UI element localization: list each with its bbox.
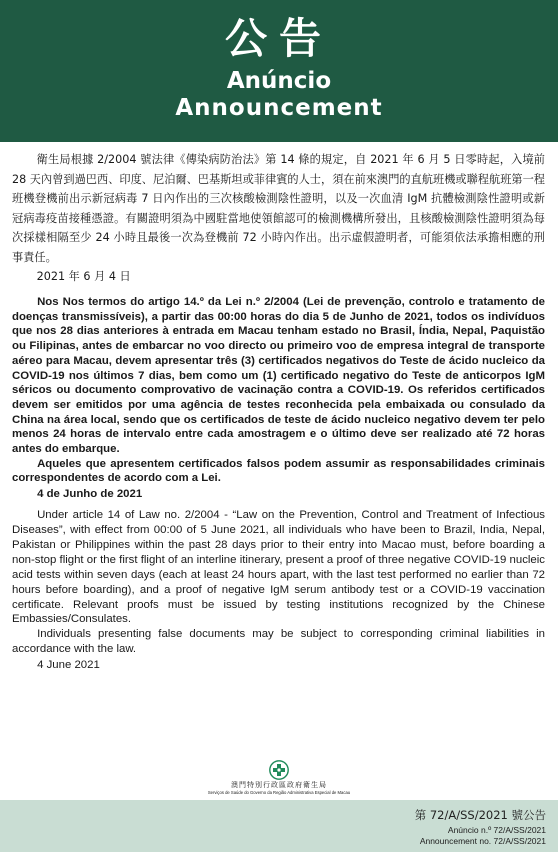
english-paragraph-2: Individuals presenting false documents may be subject to corresponding criminal liabilities in accordance with the law. [12,628,545,656]
reference-footer [0,800,558,852]
portuguese-date: 4 de Junho de 2021 [37,488,143,501]
reference-number-portuguese: Anúncio n.º 72/A/SS/2021 [447,825,546,835]
chinese-paragraph: 衛生局根據 2/2004 號法律《傳染病防治法》第 14 條的規定，自 2021 年 6 月 5 日零時起，入境前 28 天內曾到過巴西、印度、尼泊爾、巴基斯坦或菲律賓的人士，須在前來澳門的直航班機或聯程航班第一程班機登機前出示新冠病毒 7 日內作出的三次核酸檢測陰性證明，以及一次血清 IgM 抗體檢測陰性證明或新冠病毒疫苗接種憑證。有關證明須為中國駐當地使領館認可的檢測機構所發出，且核酸檢測陰性證明須為每次採樣相隔至少 24 小時且最後一次為登機前 72 小時內作出。出示虛假證明者，可能須依法承擔相應的刑事責任。 [12,153,545,264]
english-date: 4 June 2021 [37,659,100,672]
announcement-body [12,150,545,673]
reference-number-chinese: 第 72/A/SS/2021 號公告 [414,808,546,822]
logo-name-chinese: 澳門特別行政區政府衛生局 [231,781,327,789]
health-bureau-logo [0,760,558,800]
portuguese-paragraph-1: Nos Nos termos do artigo 14.º da Lei n.º 2/2004 (Lei de prevenção, controlo e tratamento de doenças transmissíveis), a partir das 00:00 horas do dia 5 de Junho de 2021, todos os indivíduos que nos 28 dias anteriores à entrada em Macau tenham estado no Brasil, Índia, Nepal, Paquistão ou Filipinas, antes de embarcar no voo directo ou primeiro voo de empresa integral de transporte aéreo para Macau, devem apresentar três (3) certificados negativos do Teste de ácido nucleico da COVID-19 nos últimos 7 dias, bem como um (1) certificado negativo do Teste de anticorpos IgM séricos ou documento comprovativo de vacinação contra a COVID-19. Os referidos certificados devem ser emitidos por uma agência de testes reconhecida pela embaixada ou consulado da China na área local, sendo que os certificados de teste de ácido nucleico negativo devem ter pelo menos 24 horas de intervalo entre cada amostragem e o último deve ser realizado até 72 horas antes do embarque. [12,296,545,456]
logo-name-portuguese: Serviços de Saúde do Governo da Região Administrativa Especial de Macau [207,790,351,795]
english-paragraph-1: Under article 14 of Law no. 2/2004 - “Law on the Prevention, Control and Treatment of Infectious Diseases”, with effect from 00:00 of 5 June 2021, all individuals who have been to Brazil, India, Nepal, Pakistan or Philippines within the past 28 days prior to their entry into Macao must, before boarding a non-stop flight or the first flight of an interline itinerary, present a proof of three negative COVID-19 nucleic acid tests within seven days (each at least 24 hours apart, with the last test performed no earlier than 72 hours before boarding), and a proof of negative IgM serum antibody test or a COVID-19 vaccination certificate. Relevant proofs must be issued by testing institutions recognized by the Chinese Embassies/Consulates. [12,509,545,626]
reference-number-english: Announcement no. 72/A/SS/2021 [419,836,546,846]
announcement-header [0,0,558,142]
title-english: Announcement [175,95,383,121]
chinese-date: 2021 年 6 月 4 日 [36,270,131,283]
portuguese-paragraph-2: Aqueles que apresentem certificados falsos podem assumir as responsabilidades criminais correspondentes de acordo com a Lei. [12,457,545,485]
title-portuguese: Anúncio [226,68,332,94]
health-bureau-cross-icon [269,760,289,780]
title-chinese: 公告 [224,14,333,63]
